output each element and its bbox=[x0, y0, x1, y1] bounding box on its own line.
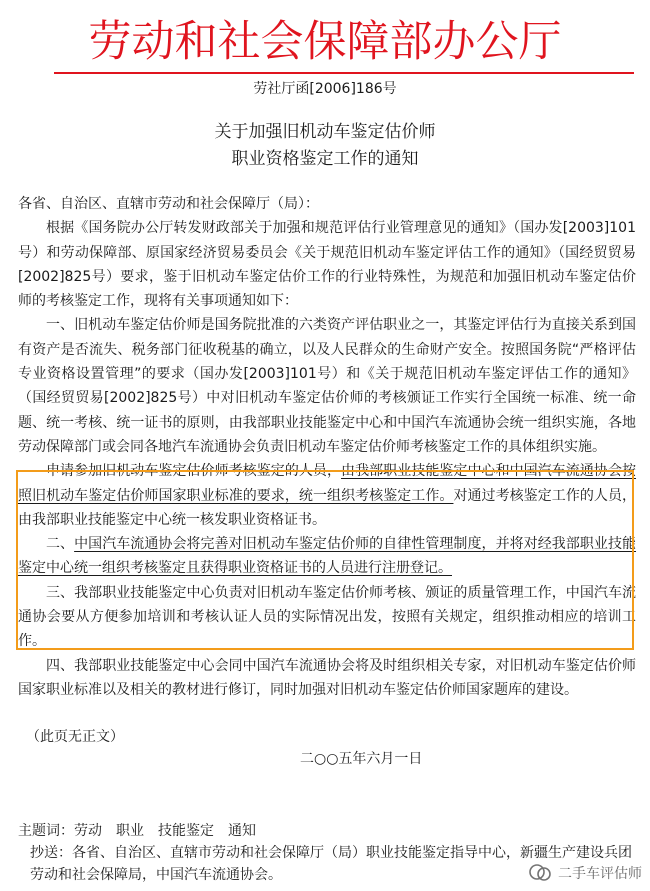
watermark bbox=[528, 863, 642, 883]
application-lead: 申请参加旧机动车鉴定估价师考核鉴定的人员， bbox=[46, 463, 342, 480]
watermark-text: 二手车评估师 bbox=[558, 866, 642, 882]
application-paragraph bbox=[18, 459, 636, 532]
cc-recipients: 各省、自治区、直辖市劳动和社会保障厅（局）职业技能鉴定指导中心，新疆生产建设兵团劳动和社会保障局，中国汽车流通协会。 bbox=[30, 845, 632, 883]
salutation: 各省、自治区、直辖市劳动和社会保障厅（局）： bbox=[18, 196, 319, 212]
application-tail: 对通过考核鉴定工作的人员，由我部职业技能鉴定中心统一核发职业资格证书。 bbox=[18, 487, 637, 528]
wechat-channel-icon bbox=[528, 863, 552, 883]
item-2-number: 二、 bbox=[46, 536, 75, 553]
issuer-header: 劳动和社会保障部办公厅 bbox=[88, 17, 562, 67]
item-4-paragraph: 四、我部职业技能鉴定中心会同中国汽车流通协会将及时组织相关专家，对旧机动车鉴定估价师国家职业标准以及相关的教材进行修订，同时加强对旧机动车鉴定估价师国家题库的建设。 bbox=[18, 657, 636, 698]
subject-terms: 主题词：劳动 职业 技能鉴定 通知 bbox=[18, 823, 256, 839]
item-2-paragraph bbox=[18, 532, 636, 581]
item-2-underlined-text: 中国汽车流通协会将完善对旧机动车鉴定估价师的自律性管理制度，并将对经我部职业技能鉴定中心统一组织考核鉴定且获得职业资格证书的人员进行注册登记。 bbox=[18, 536, 637, 577]
cc-label: 抄送： bbox=[30, 845, 72, 861]
document-body bbox=[18, 192, 636, 702]
application-underlined-text: 由我部职业技能鉴定中心和中国汽车流通协会按照旧机动车鉴定估价师国家职业标准的要求，统一组织考核鉴定工作。 bbox=[18, 463, 637, 504]
issue-date: 二○○五年六月一日 bbox=[300, 751, 423, 767]
header-divider bbox=[54, 72, 634, 74]
intro-paragraph: 根据《国务院办公厅转发财政部关于加强和规范评估行业管理意见的通知》（国办发[2003]101号）和劳动保障部、原国家经济贸易委员会《关于规范旧机动车鉴定评估工作的通知》（国经贸贸易[2002]825号）要求，鉴于旧机动车鉴定估价工作的行业特殊性，为规范和加强旧机动车鉴定估价师的考核鉴定工作，现将有关事项通知如下： bbox=[18, 220, 636, 310]
no-body-note: （此页无正文） bbox=[26, 729, 124, 745]
item-1-paragraph: 一、旧机动车鉴定估价师是国务院批准的六类资产评估职业之一，其鉴定评估行为直接关系到国有资产是否流失、税务部门征收税基的确立，以及人民群众的生命财产安全。按照国务院“严格评估专业资格设置管理”的要求（国办发[2003]101号）和《关于规范旧机动车鉴定评估工作的通知》（国经贸贸易[2002]825号）中对旧机动车鉴定估价师的考核颁证工作实行全国统一标准、统一命题、统一考核、统一证书的原则，由我部职业技能鉴定中心和中国汽车流通协会统一组织实施，各地劳动保障部门或会同各地汽车流通协会负责旧机动车鉴定估价师考核鉴定工作的具体组织实施。 bbox=[18, 317, 636, 455]
document-title-line-1: 关于加强旧机动车鉴定估价师 bbox=[214, 122, 436, 142]
item-3-paragraph: 三、我部职业技能鉴定中心负责对旧机动车鉴定估价师考核、颁证的质量管理工作，中国汽车流通协会要从方便参加培训和考核认证人员的实际情况出发，按照有关规定，组织推动相应的培训工作。 bbox=[18, 584, 636, 650]
document-number: 劳社厅函[2006]186号 bbox=[253, 81, 397, 97]
document-title-line-2: 职业资格鉴定工作的通知 bbox=[231, 149, 419, 169]
